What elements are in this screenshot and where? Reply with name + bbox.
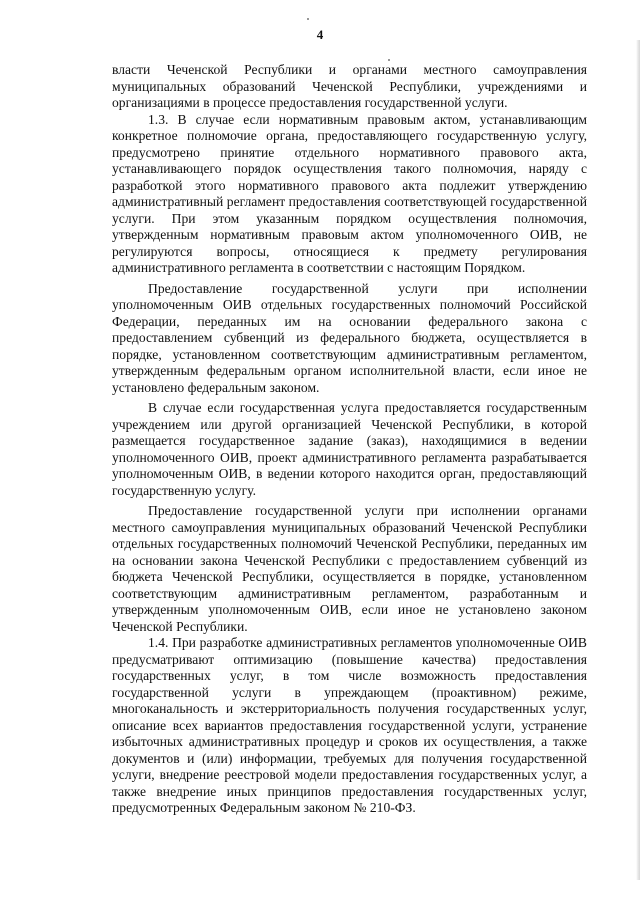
paragraph: власти Чеченской Республики и органами местного самоуправления муниципальных образований Чеченской Республики, учреждениями и организациями в процессе предоставления государственной услуги.: [112, 62, 587, 110]
paragraph-1-3: 1.3. В случае если нормативным правовым актом, устанавливающим конкретное полномочие органа, предоставляющего государственную услугу, предусмотрено принятие отдельного нормативного правового акта, устанавливающего порядок осуществления такого полномочия, наряду с разработкой этого нормативного правового акта подлежит утверждению административный регламент предоставления соответствующей государственной услуги. При этом указанным порядком осуществления полномочия, утвержденным нормативным правовым актом уполномоченного ОИВ, не регулируются вопросы, относящиеся к предмету регулирования административного регламента в соответствии с настоящим Порядком.: [112, 111, 587, 275]
scan-speck: [388, 59, 390, 61]
paragraph: В случае если государственная услуга предоставляется государственным учреждением или другой организацией Чеченской Республики, в которой размещается государственное задание (заказ), находящимися в ведении уполномоченного ОИВ, проект административного регламента разрабатывается уполномоченным ОИВ, в ведении которого находится орган, предоставляющий государственную услугу.: [112, 400, 587, 498]
paragraph: Предоставление государственной услуги при исполнении органами местного самоуправления муниципальных образований Чеченской Республики отдельных государственных полномочий Чеченской Республики, переданных им на основании закона Чеченской Республики с предоставлением субвенций из бюджета Чеченской Республики, осуществляется в порядке, установленном соответствующим административным регламентом, разработанным и утвержденным уполномоченным ОИВ, если иное не установлено законом Чеченской Республики.: [112, 503, 587, 634]
scan-edge-shadow: [636, 40, 640, 880]
page-number: 4: [316, 27, 324, 42]
paragraph-1-4: 1.4. При разработке административных регламентов уполномоченные ОИВ предусматривают оптимизацию (повышение качества) предоставления государственных услуг, в том числе возможность предоставления государственной услуги в упреждающем (проактивном) режиме, многоканальность и экстерриториальность получения государственных услуг, описание всех вариантов предоставления государственной услуги, устранение избыточных административных процедур и сроков их осуществления, а также документов и (или) информации, требуемых для получения государственной услуги, внедрение реестровой модели предоставления государственных услуг, а также внедрение иных принципов предоставления государственных услуг, предусмотренных Федеральным законом № 210-ФЗ.: [112, 635, 587, 815]
paragraph: Предоставление государственной услуги при исполнении уполномоченным ОИВ отдельных государственных полномочий Российской Федерации, переданных им на основании федерального закона с предоставлением субвенций из федерального бюджета, осуществляется в порядке, установленном соответствующим административным регламентом, утвержденным федеральным органом исполнительной власти, если иное не установлено федеральным законом.: [112, 280, 587, 395]
body-text: [112, 62, 587, 817]
scan-speck: [307, 18, 309, 20]
